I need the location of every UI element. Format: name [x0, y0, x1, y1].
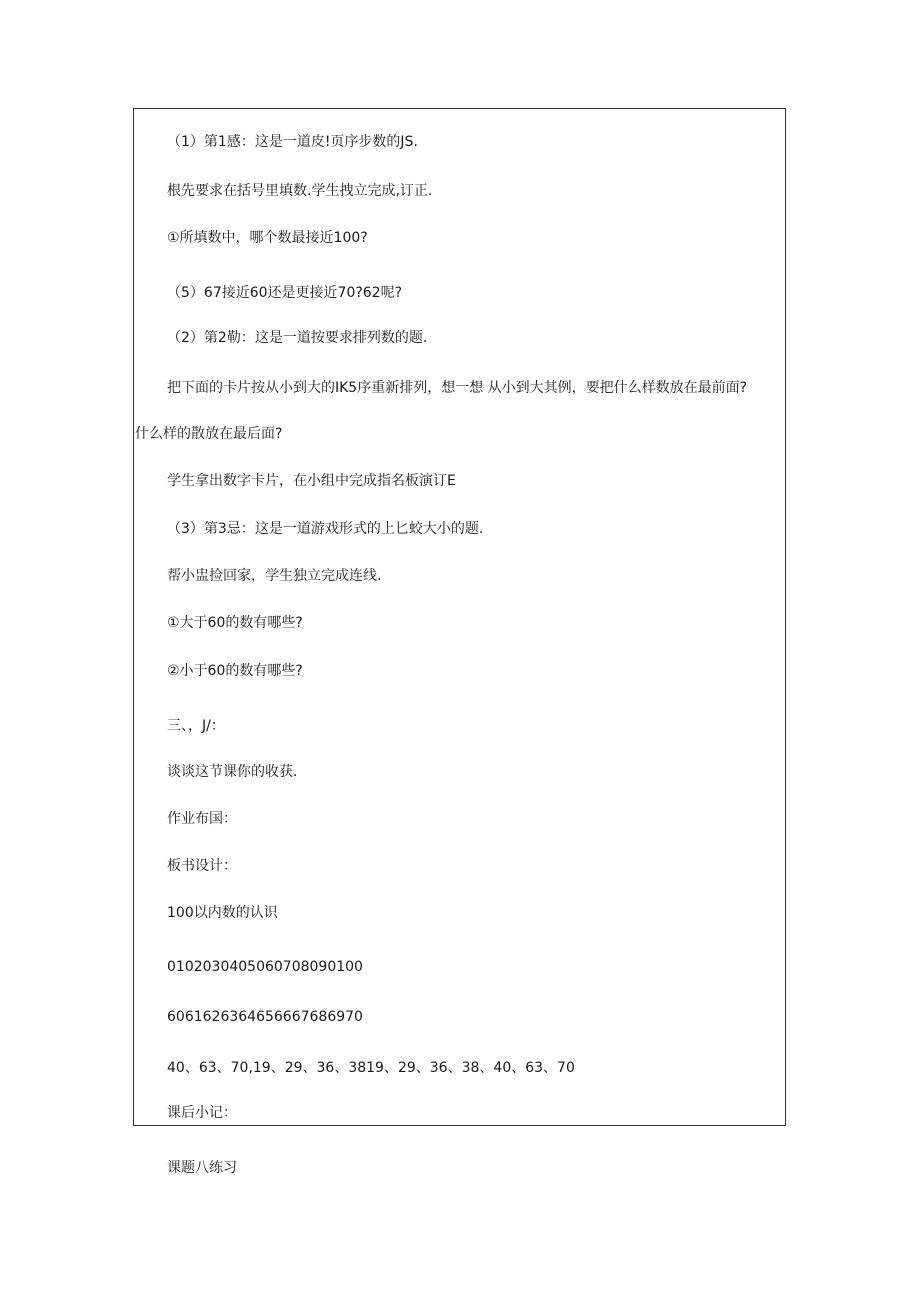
exercise-1-question-2: （5）67接近60还是更接近70?62呢? — [167, 285, 403, 301]
board-number-row-2: 6061626364656667686970 — [167, 1009, 363, 1025]
board-title: 100以内数的认识 — [167, 905, 278, 921]
after-class-notes-label: 课后小记： — [167, 1105, 237, 1121]
exercise-2-instruction: 把下面的卡片按从小到大的IK5序重新排列，想一想 从小到大其例，要把什么样数放在最前面? — [167, 380, 748, 396]
exercise-1-heading: （1）第1感：这是一道皮!页序步数的JS. — [167, 134, 418, 150]
board-number-row-1: 0102030405060708090100 — [167, 959, 363, 975]
homework-label: 作业布国： — [167, 811, 237, 827]
exercise-3-heading: （3）第3忌：这是一道游戏形式的上匕蛟大小的题. — [167, 521, 484, 537]
exercise-2-activity: 学生拿出数字卡片，在小组中完成指名板演订E — [167, 473, 456, 489]
exercise-2-instruction-continued: 什么样的散放在最后面? — [135, 426, 283, 442]
section-three-heading: 三、，J/： — [167, 718, 225, 734]
exercise-1-question-1: ①所填数中，哪个数最接近100? — [167, 230, 368, 246]
exercise-2-heading: （2）第2勒：这是一道按要求排列数的题. — [167, 330, 428, 346]
exercise-3-instruction: 帮小盅捡回家，学生独立完成连线. — [167, 568, 382, 584]
exercise-3-question-1: ①大于60的数有哪些? — [167, 615, 303, 631]
board-design-label: 板书设计： — [167, 858, 237, 874]
board-number-row-3: 40、63、70,19、29、36、3819、29、36、38、40、63、70 — [167, 1060, 575, 1076]
summary-prompt: 谈谈这节课你的收获. — [167, 764, 298, 780]
next-lesson-title: 课题八练习 — [167, 1160, 237, 1176]
exercise-1-instruction: 根先要求在括号里填数.学生拽立完成,订正. — [167, 183, 433, 199]
exercise-3-question-2: ②小于60的数有哪些? — [167, 663, 303, 679]
